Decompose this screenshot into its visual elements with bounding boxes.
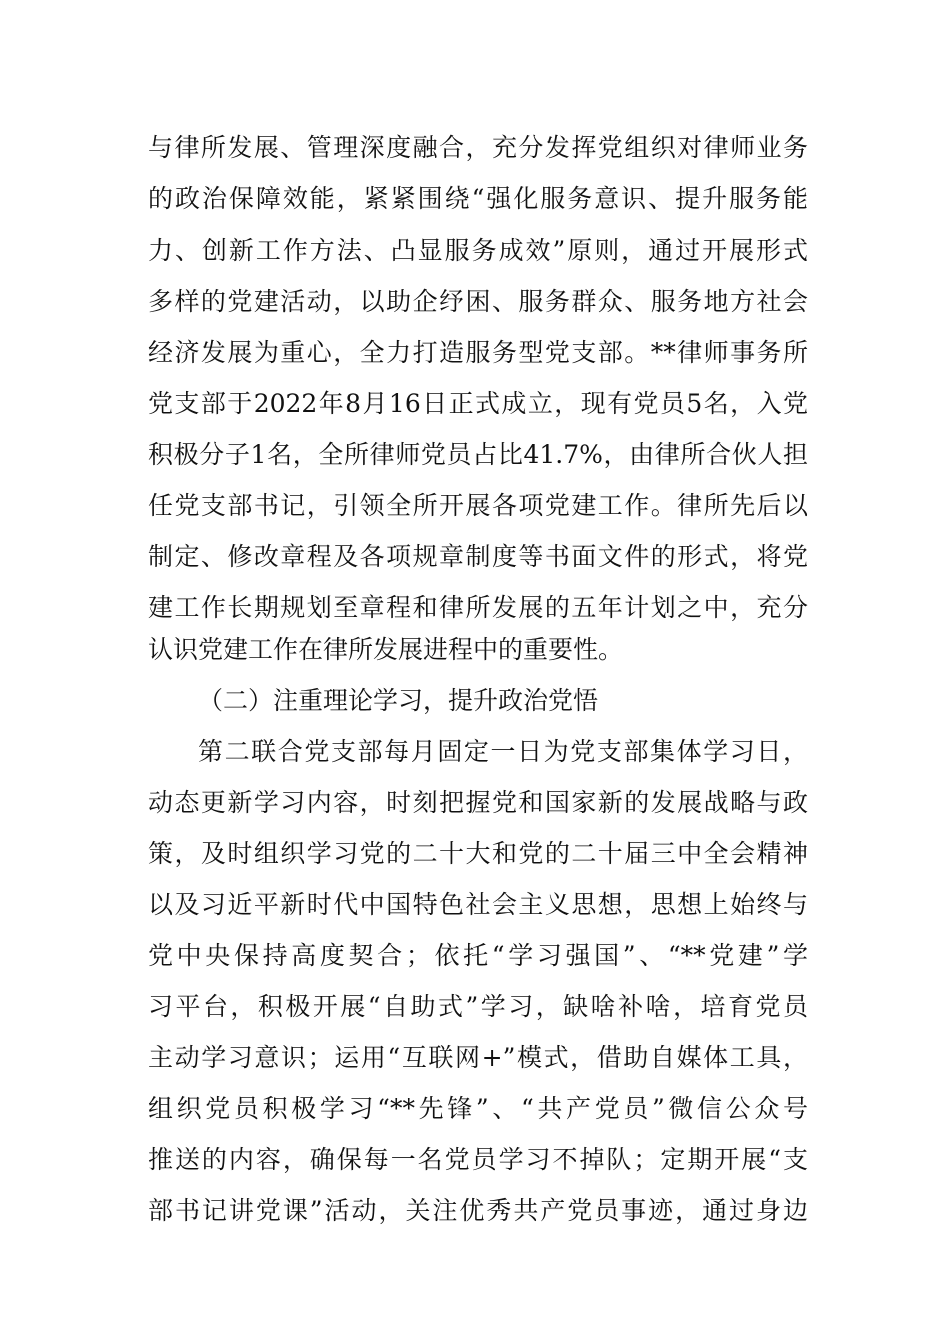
paragraph-last-line: 认识党建工作在律所发展进程中的重要性。 [148,635,624,664]
paragraph-line: 多样的党建活动，以助企纾困、服务群众、服务地方社会 [148,287,808,316]
section-heading: （二）注重理论学习，提升政治党悟 [198,686,599,715]
paragraph-line: 党支部于2022年8月16日正式成立，现有党员5名，入党 [148,389,808,418]
paragraph-line: 经济发展为重心，全力打造服务型党支部。**律师事务所 [148,338,808,367]
paragraph-line: 习平台，积极开展“自助式”学习，缺啥补啥，培育党员 [148,992,808,1021]
paragraph-first-line: 第二联合党支部每月固定一日为党支部集体学习日， [198,737,808,766]
paragraph-line: 党中央保持高度契合；依托“学习强国”、“**党建”学 [148,941,808,970]
paragraph-line: 的政治保障效能，紧紧围绕“强化服务意识、提升服务能 [148,184,808,213]
paragraph-line: 力、创新工作方法、凸显服务成效”原则，通过开展形式 [148,236,808,265]
paragraph-line: 任党支部书记，引领全所开展各项党建工作。律所先后以 [148,491,808,520]
paragraph-line: 与律所发展、管理深度融合，充分发挥党组织对律师业务 [148,133,808,162]
paragraph-line: 积极分子1名，全所律师党员占比41.7%，由律所合伙人担 [148,440,808,469]
paragraph-line: 组织党员积极学习“**先锋”、“共产党员”微信公众号 [148,1094,808,1123]
paragraph-line: 动态更新学习内容，时刻把握党和国家新的发展战略与政 [148,788,808,817]
paragraph-line: 策，及时组织学习党的二十大和党的二十届三中全会精神 [148,839,808,868]
paragraph-line: 制定、修改章程及各项规章制度等书面文件的形式，将党 [148,542,808,571]
paragraph-line: 建工作长期规划至章程和律所发展的五年计划之中，充分 [148,593,808,622]
paragraph-line: 推送的内容，确保每一名党员学习不掉队；定期开展“支 [148,1145,808,1174]
paragraph-line: 部书记讲党课”活动，关注优秀共产党员事迹，通过身边 [148,1196,808,1225]
paragraph-line: 以及习近平新时代中国特色社会主义思想，思想上始终与 [148,890,808,919]
paragraph-line: 主动学习意识；运用“互联网+”模式，借助自媒体工具， [148,1043,808,1072]
